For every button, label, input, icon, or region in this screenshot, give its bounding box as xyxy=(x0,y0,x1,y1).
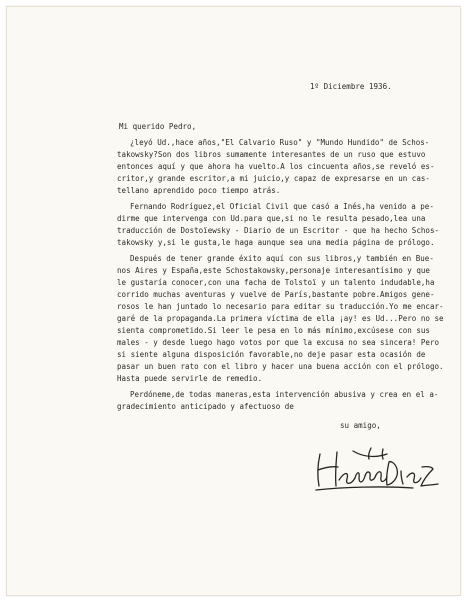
body-line: Después de tener grande éxito aquí con sus libros,y también en Bue- xyxy=(130,254,434,263)
body-line: males - y desde luego hago votos por que la excusa no sea sincera! Pero xyxy=(117,338,440,347)
body-line: Hasta puede servirle de remedio. xyxy=(117,374,263,383)
body-line: dirme que intervenga con Ud.para que,si no le resulta pesado,lea una xyxy=(117,214,426,223)
letter-closing: su amigo, xyxy=(340,421,381,430)
body-line: corrido muchas aventuras y vuelve de París,bastante pobre.Amigos gene- xyxy=(117,290,435,299)
letter-date: 1º Diciembre 1936. xyxy=(310,82,392,91)
body-line: entonces aquí y que ahora ha vuelto.A los cincuenta años,se reveló es- xyxy=(117,162,435,171)
body-line: traducción de Dostoïewsky - Diario de un Escritor - que ha hecho Schos- xyxy=(117,226,440,235)
body-line: pasar un buen rato con el libro y hacer una buena acción con el prólogo. xyxy=(117,362,444,371)
body-line: takowsky?Son dos libros sumamente interesantes de un ruso que estuvo xyxy=(117,150,426,159)
body-line: Perdóneme,de todas maneras,esta intervención abusiva y crea en el a- xyxy=(130,390,439,399)
body-line: garé de la propaganda.La primera víctima de ella ¡ay! es Ud...Pero no se xyxy=(117,314,444,323)
body-line: takowsky y,si le gusta,le haga aunque sea una media página de prólogo. xyxy=(117,238,435,247)
body-line: ¿leyó Ud.,hace años,"El Calvario Ruso" y "Mundo Hundido" de Schos- xyxy=(130,138,430,147)
body-line: sienta comprometido.Si leer le pesa en lo más mínimo,excúsese con sus xyxy=(117,326,430,335)
body-line: Fernando Rodríguez,el Oficial Civil que casó a Inés,ha venido a pe- xyxy=(130,202,434,211)
letter-salutation: Mi querido Pedro, xyxy=(119,122,197,131)
body-line: tellano aprendido poco tiempo atrás. xyxy=(117,186,281,195)
handwritten-signature xyxy=(313,447,443,492)
body-line: rosos le han juntado lo necesario para editar su traducción.Yo me encar- xyxy=(117,302,444,311)
body-line: nos Aires y España,este Schostakowsky,personaje interesantísimo y que xyxy=(117,266,430,275)
letter-page xyxy=(6,6,461,596)
body-line: le gustaría conocer,con una facha de Tolstoï y un talento indudable,ha xyxy=(117,278,435,287)
body-line: si siente alguna disposición favorable,no deje pasar esta ocasión de xyxy=(117,350,426,359)
body-line: gradecimiento anticipado y afectuoso de xyxy=(117,402,294,411)
body-line: critor,y grande escritor,a mi juicio,y capaz de expresarse en un cas- xyxy=(117,174,430,183)
